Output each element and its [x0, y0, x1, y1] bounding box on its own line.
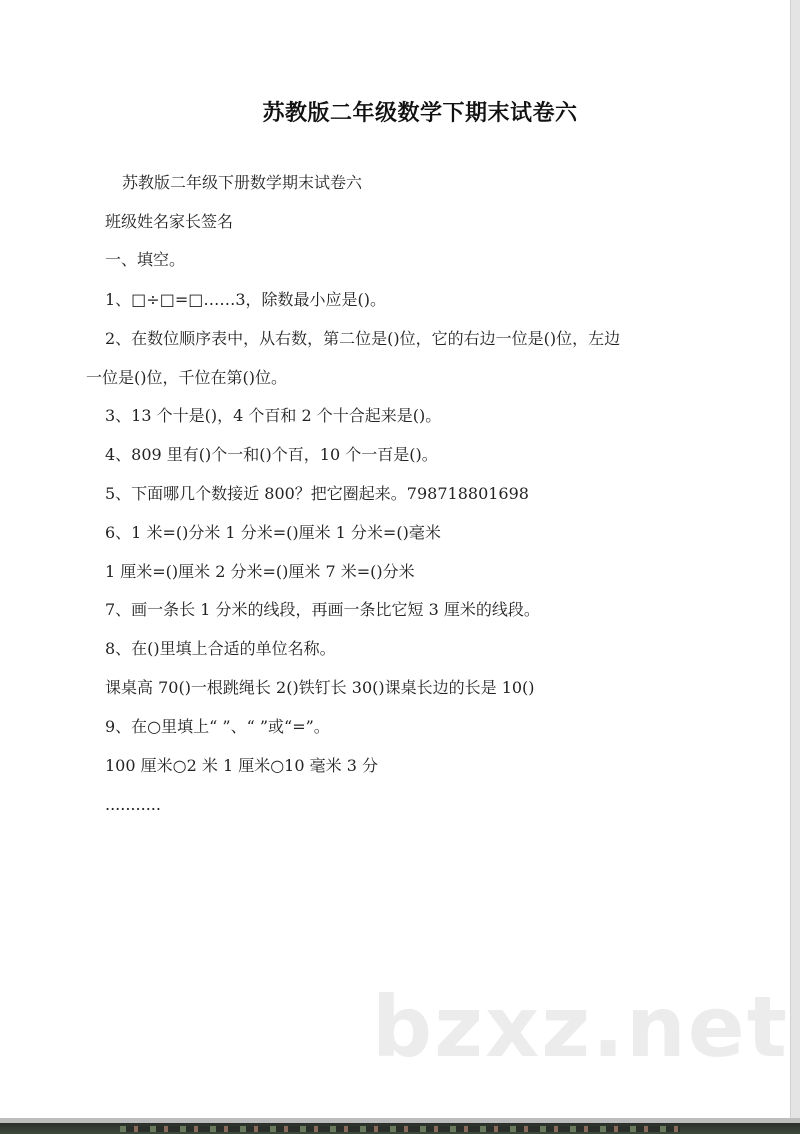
question-line: 9、在○里填上“ ”、“ ”或“=”。	[105, 717, 330, 736]
question-line: 4、809 里有()个一和()个百，10 个一百是()。	[105, 445, 438, 464]
document-title: 苏教版二年级数学下期末试卷六	[262, 101, 578, 126]
decorative-strip-pattern	[120, 1126, 680, 1132]
question-line: 6、1 米=()分米 1 分米=()厘米 1 分米=()毫米	[105, 523, 441, 542]
section-heading: 一、填空。	[105, 250, 186, 269]
ellipsis-line: ...........	[105, 795, 161, 814]
class-name-sign-line: 班级姓名家长签名	[105, 212, 234, 231]
bottom-strip	[0, 1118, 800, 1134]
question-line-continued: 1 厘米=()厘米 2 分米=()厘米 7 米=()分米	[105, 562, 415, 581]
question-line-continued: 一位是()位，千位在第()位。	[86, 368, 287, 387]
question-line: 1、□÷□=□……3，除数最小应是()。	[105, 290, 387, 309]
question-line: 8、在()里填上合适的单位名称。	[105, 639, 336, 658]
question-line: 7、画一条长 1 分米的线段，再画一条比它短 3 厘米的线段。	[105, 600, 540, 619]
question-line-continued: 100 厘米○2 米 1 厘米○10 毫米 3 分	[105, 756, 378, 775]
question-line: 3、13 个十是()，4 个百和 2 个十合起来是()。	[105, 406, 442, 425]
question-line-continued: 课桌高 70()一根跳绳长 2()铁钉长 30()课桌长边的长是 10()	[105, 678, 535, 697]
question-line: 5、下面哪几个数接近 800？把它圈起来。798718801698	[105, 484, 529, 503]
watermark: bzxz.net	[372, 978, 789, 1076]
subtitle-line: 苏教版二年级下册数学期末试卷六	[122, 173, 363, 192]
question-line: 2、在数位顺序表中，从右数，第二位是()位，它的右边一位是()位，左边	[105, 329, 621, 348]
